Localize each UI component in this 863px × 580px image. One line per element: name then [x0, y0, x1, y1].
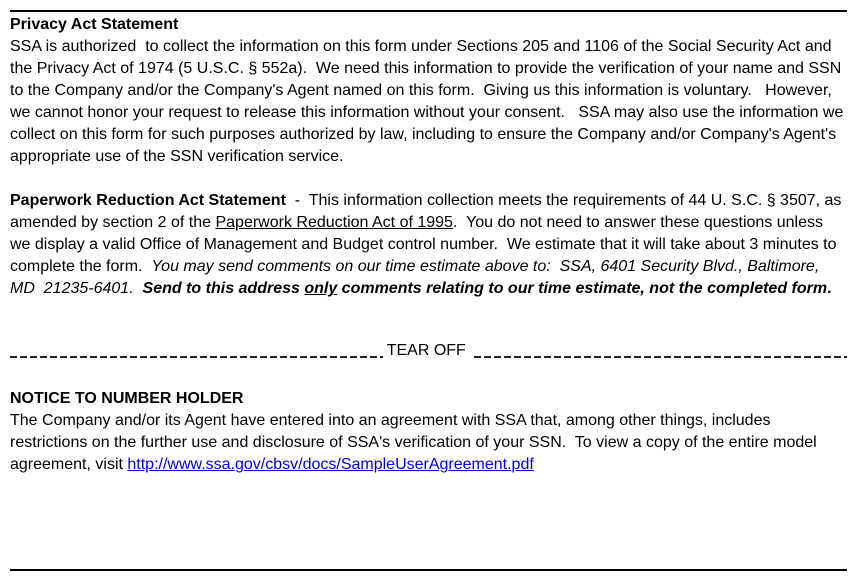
privacy-heading: Privacy Act Statement [10, 16, 179, 33]
paperwork-paragraph [10, 190, 847, 300]
tear-off-line [10, 340, 847, 362]
paperwork-send-note-1: Send to this address [133, 280, 305, 297]
agreement-link[interactable]: http://www.ssa.gov/cbsv/docs/SampleUserAgreement.pdf [127, 456, 534, 473]
paperwork-heading: Paperwork Reduction Act Statement [10, 192, 286, 209]
paperwork-text-2: . You do not need to answer these questions unless we display a valid Office of Management and Budget control number. We estimate that it will take about 3 minutes to complete the form. [10, 214, 841, 275]
paperwork-send-note-2: comments relating to our time estimate, not the completed form [337, 280, 828, 297]
tear-off-dashes-right [474, 356, 847, 358]
paperwork-act-title: Paperwork Reduction Act of 1995 [215, 214, 453, 231]
notice-body [10, 410, 847, 476]
privacy-body: SSA is authorized to collect the information on this form under Sections 205 and 1106 of the Social Security Act and the Privacy Act of 1974 (5 U.S.C. § 552a). We need this information to provide the verification of your name and SSN to the Company and/or the Company's Agent named on this form. Giving us this information is voluntary. However, we cannot honor your request to release this information without your consent. SSA may also use the information we collect on this form for such purposes authorized by law, including to ensure the Company and/or Company's Agent's appropriate use of the SSN verification service. [10, 38, 848, 165]
paperwork-only-emphasis: only [304, 280, 338, 297]
tear-off-label: TEAR OFF [386, 342, 471, 359]
notice-text: The Company and/or its Agent have entered into an agreement with SSA that, among other things, includes restrictions on the further use and disclosure of SSA's verification of your SSN. To view a copy of the entire model agreement, visit [10, 412, 822, 473]
top-rule [10, 10, 847, 12]
bottom-rule [10, 569, 847, 571]
paperwork-comments-note: You may send comments on our time estimate above to: SSA, 6401 Security Blvd., Baltimore, MD 21235-6401. [10, 258, 824, 297]
paperwork-ending-period: . [827, 280, 832, 297]
paperwork-text-1: - This information collection meets the requirements of 44 U. S.C. § 3507, as amended by section 2 of the [10, 192, 846, 231]
notice-heading: NOTICE TO NUMBER HOLDER [10, 390, 244, 407]
tear-off-dashes-left [10, 356, 383, 358]
